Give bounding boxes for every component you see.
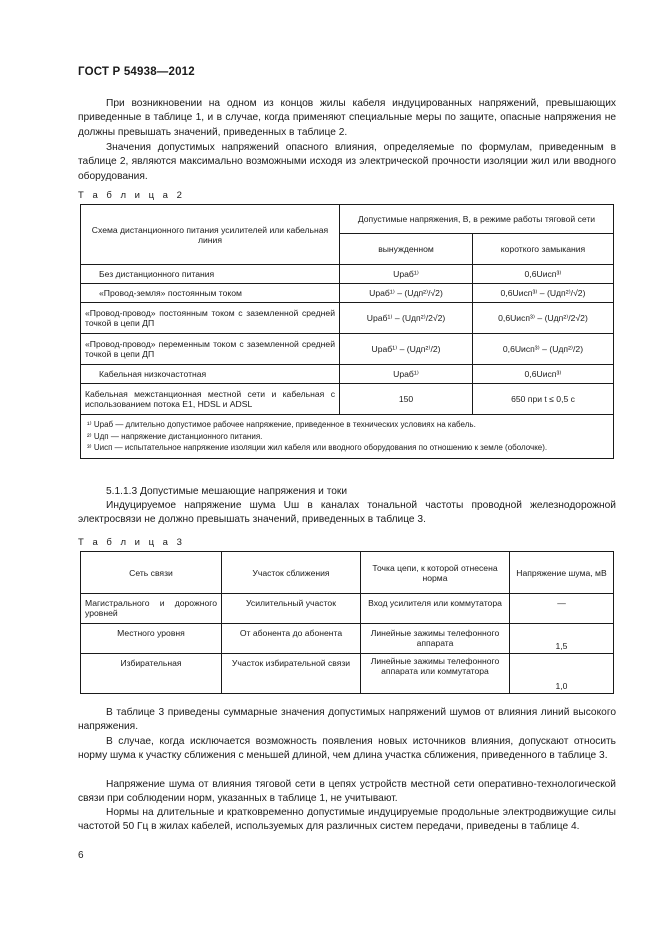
- table-3: [80, 551, 614, 694]
- table-row: [81, 303, 614, 334]
- table-2: [80, 204, 614, 459]
- table-2-note-3: ³⁾ Uисп — испытательное напряжение изоляции жил кабеля или вводного оборудования по отношению к земле (оболочке).: [87, 443, 548, 452]
- table-cell: 1,0: [510, 654, 614, 694]
- table-cell: 0,6Uисп³⁾ – (Uдп²⁾/2√2): [473, 303, 614, 334]
- table-cell: 0,6Uисп³⁾ – (Uдп²⁾/2): [473, 334, 614, 365]
- table-2-caption: Т а б л и ц а 2: [78, 190, 185, 201]
- table-cell: Магистрального и дорожного уровней: [81, 594, 222, 624]
- table-row: [81, 624, 614, 654]
- table-row: [81, 334, 614, 365]
- table-cell: 0,6Uисп³⁾: [473, 265, 614, 284]
- table-3-header: Напряжение шума, мВ: [510, 552, 614, 594]
- table-cell: Uраб¹⁾ – (Uдп²⁾/2): [340, 334, 473, 365]
- paragraph-2: Значения допустимых напряжений опасного влияния, определяемые по формулам, приведенным в таблице 2, являются максимально возможными исходя из электрической прочности изоляции жил или вводного оборудования.: [78, 142, 616, 182]
- table-2-header-voltages: Допустимые напряжения, В, в режиме работы тяговой сети: [340, 205, 614, 234]
- section-heading: 5.1.1.3 Допустимые мешающие напряжения и токи: [106, 486, 348, 497]
- table-cell: Uраб¹⁾ – (Uдп²⁾/√2): [340, 284, 473, 303]
- table-2-header-forced: вынужденном: [340, 234, 473, 265]
- table-cell: «Провод-провод» постоянным током с заземленной средней точкой в цепи ДП: [81, 303, 340, 334]
- table-3-header: Сеть связи: [81, 552, 222, 594]
- table-row: [81, 265, 614, 284]
- table-cell: 0,6Uисп³⁾: [473, 365, 614, 384]
- page-number: 6: [78, 850, 84, 861]
- table-cell: Кабельная низкочастотная: [81, 365, 340, 384]
- table-cell: Uраб¹⁾: [340, 265, 473, 284]
- table-cell: Без дистанционного питания: [81, 265, 340, 284]
- document-header: ГОСТ Р 54938—2012: [78, 66, 195, 78]
- table-cell: Усилительный участок: [222, 594, 361, 624]
- table-cell: Uраб¹⁾ – (Uдп²⁾/2√2): [340, 303, 473, 334]
- table-cell: 1,5: [510, 624, 614, 654]
- table-cell: От абонента до абонента: [222, 624, 361, 654]
- table-2-note-2: ²⁾ Uдп — напряжение дистанционного питания.: [87, 431, 263, 441]
- table-cell: Вход усилителя или коммутатора: [361, 594, 510, 624]
- paragraph-1: При возникновении на одном из концов жилы кабеля индуцированных напряжений, превышающих приведенные в таблице 1, и в случае, когда применяют специальные меры по защите, опасные напряжения не должны превышать значений, приведенных в таблице 2.: [78, 98, 616, 138]
- table-row: [81, 594, 614, 624]
- table-cell: Участок избирательной связи: [222, 654, 361, 694]
- table-cell: 650 при t ≤ 0,5 с: [473, 384, 614, 415]
- table-row: [81, 365, 614, 384]
- table-cell: Местного уровня: [81, 624, 222, 654]
- paragraph-7: Нормы на длительные и кратковременно допустимые индуцируемые продольные электродвижущие силы частотой 50 Гц в жилах кабелей, используемых для различных систем передачи, приведены в таблице 4.: [78, 807, 616, 833]
- table-2-header-short: короткого замыкания: [473, 234, 614, 265]
- table-cell: 0,6Uисп³⁾ – (Uдп²⁾/√2): [473, 284, 614, 303]
- paragraph-6: Напряжение шума от влияния тяговой сети в цепях устройств местной сети оперативно-технологической связи при соблюдении норм, указанных в таблице 1, не учитывают.: [78, 779, 616, 805]
- table-cell: Избирательная: [81, 654, 222, 694]
- table-cell: Кабельная межстанционная местной сети и кабельная с использованием потока Е1, HDSL и ADSL: [81, 384, 340, 415]
- table-3-header: Точка цепи, к которой отнесена норма: [361, 552, 510, 594]
- table-row: [81, 654, 614, 694]
- paragraph-5: В случае, когда исключается возможность появления новых источников влияния, допускают относить норму шума к участку сближения с меньшей длиной, чем длина участка сближения, приведенного в таблице 3.: [78, 736, 616, 762]
- table-3-caption: Т а б л и ц а 3: [78, 537, 185, 548]
- table-2-notes: [81, 415, 614, 459]
- table-2-note-1: ¹⁾ Uраб — длительно допустимое рабочее напряжение, приведенное в технических условиях на кабель.: [87, 420, 476, 429]
- table-cell: Линейные зажимы телефонного аппарата: [361, 624, 510, 654]
- table-row: [81, 384, 614, 415]
- table-row: [81, 284, 614, 303]
- table-2-header-scheme: Схема дистанционного питания усилителей или кабельная линия: [81, 205, 340, 265]
- table-3-header: Участок сближения: [222, 552, 361, 594]
- table-cell: Uраб¹⁾: [340, 365, 473, 384]
- table-cell: «Провод-земля» постоянным током: [81, 284, 340, 303]
- table-cell: —: [510, 594, 614, 624]
- paragraph-4: В таблице 3 приведены суммарные значения допустимых напряжений шумов от влияния линий высокого напряжения.: [78, 707, 616, 733]
- table-cell: 150: [340, 384, 473, 415]
- table-cell: Линейные зажимы телефонного аппарата или коммутатора: [361, 654, 510, 694]
- paragraph-3: Индуцируемое напряжение шума Uш в каналах тональной частоты проводной железнодорожной электросвязи не должно превышать значений, приведенных в таблице 3.: [78, 500, 616, 526]
- table-cell: «Провод-провод» переменным током с заземленной средней точкой в цепи ДП: [81, 334, 340, 365]
